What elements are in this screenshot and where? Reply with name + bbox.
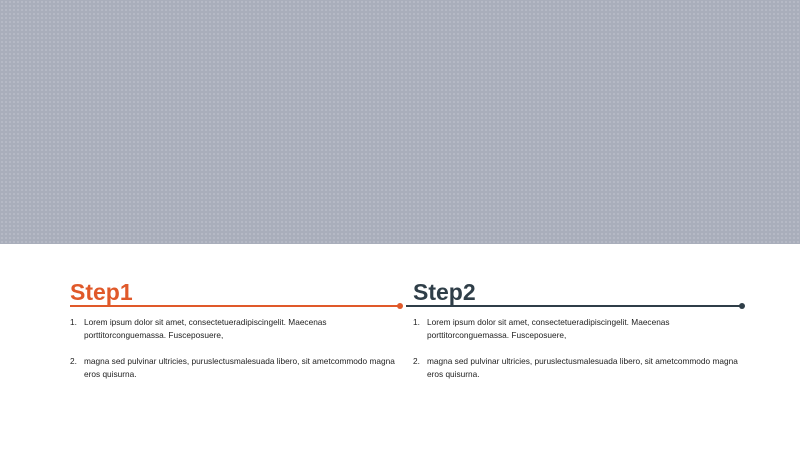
step-1-divider-dot bbox=[397, 303, 403, 309]
list-item-number: 2. bbox=[413, 356, 420, 366]
list-item-text: Lorem ipsum dolor sit amet, consectetueradipiscingelit. Maecenas porttitorconguemassa. Fusceposuere, bbox=[427, 317, 670, 340]
step-2-divider-dot bbox=[739, 303, 745, 309]
list-item bbox=[413, 355, 743, 381]
list-item-number: 1. bbox=[70, 317, 77, 327]
step-2-title: Step2 bbox=[413, 279, 476, 305]
list-item-text: magna sed pulvinar ultricies, puruslectusmalesuada libero, sit ametcommodo magna eros quisurna. bbox=[84, 356, 395, 379]
step-1-divider bbox=[70, 305, 400, 307]
list-item bbox=[70, 316, 400, 342]
step-1-title: Step1 bbox=[70, 279, 133, 305]
step-2-list bbox=[413, 316, 743, 394]
step-1-list bbox=[70, 316, 400, 394]
list-item-text: Lorem ipsum dolor sit amet, consectetueradipiscingelit. Maecenas porttitorconguemassa. Fusceposuere, bbox=[84, 317, 327, 340]
step-2-divider bbox=[406, 305, 742, 307]
list-item-number: 1. bbox=[413, 317, 420, 327]
list-item bbox=[413, 316, 743, 342]
list-item-text: magna sed pulvinar ultricies, puruslectusmalesuada libero, sit ametcommodo magna eros quisurna. bbox=[427, 356, 738, 379]
list-item-number: 2. bbox=[70, 356, 77, 366]
list-item bbox=[70, 355, 400, 381]
